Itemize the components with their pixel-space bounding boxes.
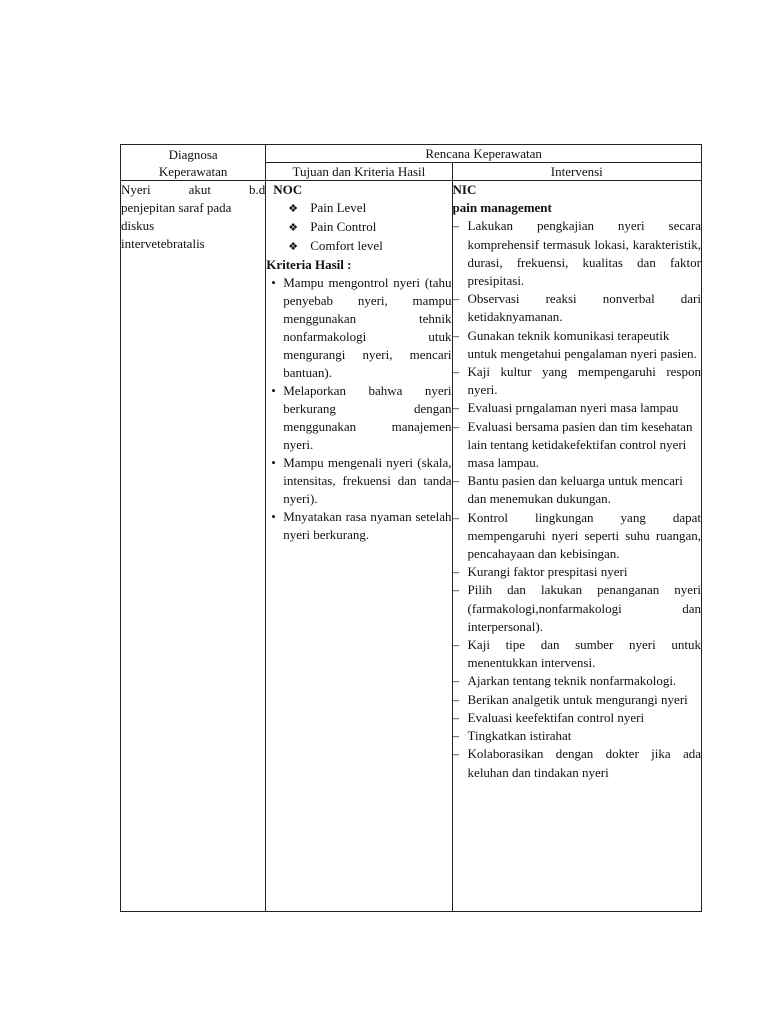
bullet-icon: • (271, 509, 276, 524)
nic-item (453, 563, 701, 581)
nic-item-text: Pilih dan lakukan penanganan nyeri (farmakologi,nonfarmakologi dan interpersonal). (467, 582, 701, 634)
dash-bullet-icon: – (452, 582, 460, 598)
header-intervensi (452, 163, 701, 181)
nic-item-text: Kaji tipe dan sumber nyeri untuk menentukkan intervensi. (467, 637, 701, 671)
dash-bullet-icon: – (452, 673, 460, 689)
header-intervensi-label: Intervensi (550, 164, 603, 179)
nic-item (453, 217, 701, 290)
kriteria-item (266, 274, 451, 382)
nic-item-text: Ajarkan tentang teknik nonfarmakologi. (467, 673, 677, 689)
header-tujuan-label: Tujuan dan Kriteria Hasil (292, 164, 426, 179)
nic-item (453, 418, 701, 473)
dash-bullet-icon: – (452, 327, 460, 343)
noc-item (266, 237, 451, 256)
dash-bullet-icon: – (452, 709, 460, 725)
kriteria-title: Kriteria Hasil : (266, 257, 352, 272)
nic-item-text: Lakukan pengkajian nyeri secara komprehensif termasuk lokasi, karakteristik, durasi, frekuensi, kualitas dan faktor presipitasi. (467, 218, 701, 289)
nic-subtitle: pain management (452, 200, 552, 216)
kriteria-item (266, 382, 451, 454)
nic-item (453, 509, 701, 564)
noc-item (266, 199, 451, 218)
nic-item (453, 745, 701, 781)
noc-item-label: Comfort level (310, 238, 383, 253)
dash-bullet-icon: – (452, 418, 460, 434)
body-row (121, 181, 702, 912)
kriteria-item-text: Mampu mengenali nyeri (skala, intensitas, frekuensi dan tanda nyeri). (283, 455, 452, 506)
diamond-bullet-icon: ❖ (288, 203, 299, 215)
nic-item-text: Kaji kultur yang mempengaruhi respon nyeri. (467, 364, 701, 398)
nic-item (453, 709, 701, 727)
nic-item-text: Kolaborasikan dengan dokter jika ada keluhan dan tindakan nyeri (467, 746, 701, 780)
dash-bullet-icon: – (452, 509, 460, 525)
diagnosa-line: intervetebratalis (121, 236, 205, 251)
bullet-icon: • (271, 275, 276, 290)
nic-item-text: Evaluasi bersama pasien dan tim kesehatan lain tentang ketidakefektifan control nyeri masa lampau. (467, 418, 693, 471)
diagnosa-cell (121, 181, 266, 912)
header-tujuan (266, 163, 452, 181)
nic-item-text: Gunakan teknik komunikasi terapeutik untuk mengetahui pengalaman nyeri pasien. (467, 327, 697, 361)
noc-title: NOC (273, 182, 303, 197)
kriteria-item-text: Mnyatakan rasa nyaman setelah nyeri berkurang. (283, 509, 452, 542)
noc-item-label: Pain Control (310, 219, 377, 234)
nic-item (453, 472, 701, 508)
kriteria-item (266, 454, 451, 508)
nic-item (453, 691, 701, 709)
kriteria-item (266, 508, 451, 544)
nic-item-text: Kurangi faktor prespitasi nyeri (467, 564, 628, 580)
header-rencana-label: Rencana Keperawatan (425, 146, 542, 161)
nic-item-text: Observasi reaksi nonverbal dari ketidaknyamanan. (467, 291, 701, 325)
noc-item-label: Pain Level (310, 200, 367, 215)
nic-item-text: Kontrol lingkungan yang dapat mempengaruhi nyeri seperti suhu ruangan, pencahayaan dan kebisingan. (467, 509, 701, 562)
nic-item (453, 290, 701, 326)
nic-item (453, 399, 701, 417)
nic-item-text: Bantu pasien dan keluarga untuk mencari dan menemukan dukungan. (467, 473, 683, 507)
intervensi-cell (452, 181, 701, 912)
diagnosa-line: penjepitan saraf pada (121, 200, 232, 215)
header-rencana (266, 145, 702, 163)
dash-bullet-icon: – (452, 473, 460, 489)
dash-bullet-icon: – (452, 218, 460, 234)
dash-bullet-icon: – (452, 728, 460, 744)
diagnosa-line: Nyeri akut b.d (121, 182, 266, 197)
tujuan-cell (266, 181, 452, 912)
bullet-icon: • (271, 383, 276, 398)
nic-title: NIC (452, 182, 477, 197)
kriteria-item-text: Mampu mengontrol nyeri (tahu penyebab nyeri, mampu menggunakan tehnik nonfarmakologi utuk mengurangi nyeri, mencari bantuan). (283, 275, 452, 380)
nic-item (453, 636, 701, 672)
bullet-icon: • (271, 455, 276, 470)
dash-bullet-icon: – (452, 400, 460, 416)
nic-item (453, 363, 701, 399)
header-diagnosa (121, 145, 266, 181)
nic-item-text: Evaluasi keefektifan control nyeri (467, 709, 645, 725)
diagnosa-line: diskus (121, 218, 155, 233)
diamond-bullet-icon: ❖ (288, 222, 299, 234)
noc-item (266, 218, 451, 237)
nic-item (453, 581, 701, 636)
care-plan-table (120, 144, 702, 912)
diamond-bullet-icon: ❖ (288, 241, 299, 253)
dash-bullet-icon: – (452, 691, 460, 707)
nic-item (453, 327, 701, 363)
nic-item (453, 672, 701, 690)
nic-item (453, 727, 701, 745)
header-row-1 (121, 145, 702, 163)
dash-bullet-icon: – (452, 364, 460, 380)
nic-item-text: Tingkatkan istirahat (467, 728, 572, 744)
kriteria-item-text: Melaporkan bahwa nyeri berkurang dengan menggunakan manajemen nyeri. (283, 383, 452, 452)
dash-bullet-icon: – (452, 637, 460, 653)
dash-bullet-icon: – (452, 746, 460, 762)
header-diagnosa-label: Diagnosa Keperawatan (158, 147, 228, 179)
nic-item-text: Evaluasi prngalaman nyeri masa lampau (467, 400, 679, 416)
nic-item-text: Berikan analgetik untuk mengurangi nyeri (467, 691, 688, 707)
dash-bullet-icon: – (452, 564, 460, 580)
dash-bullet-icon: – (452, 291, 460, 307)
